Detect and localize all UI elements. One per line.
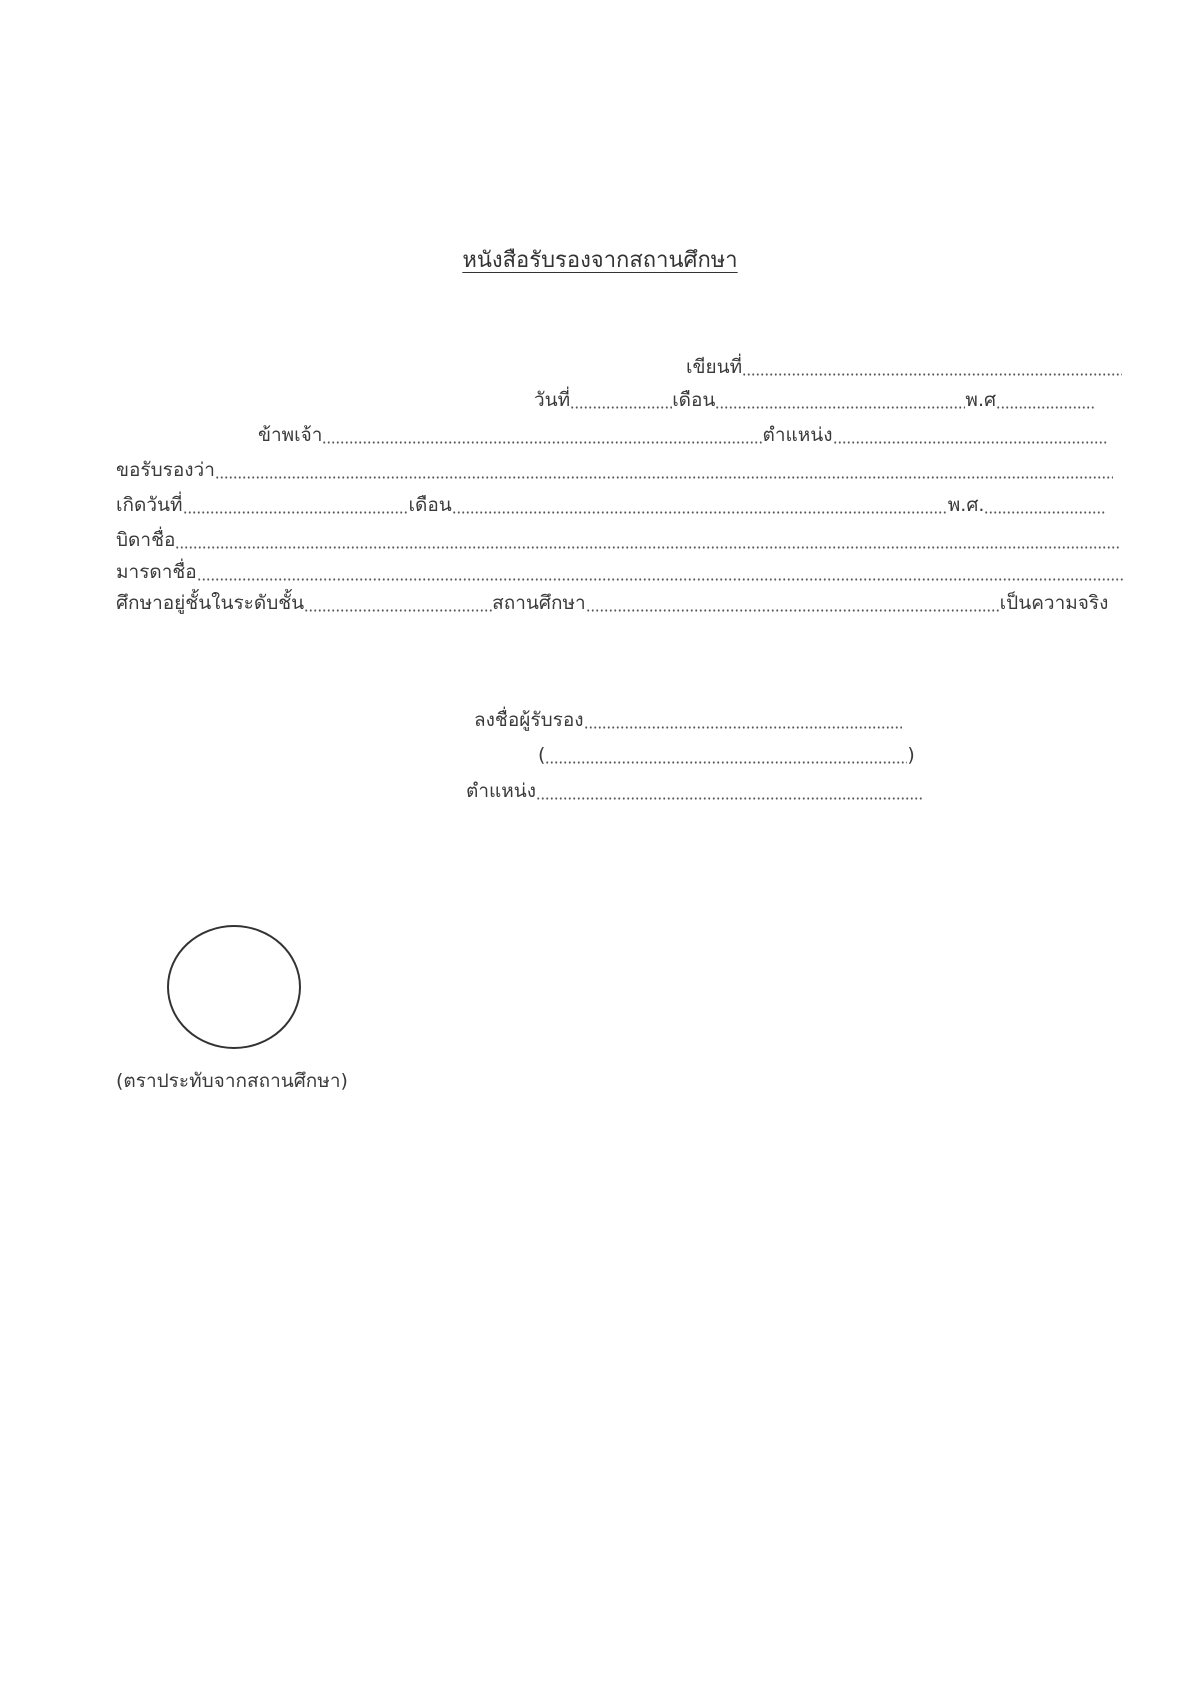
father-line — [116, 525, 1119, 555]
study-line — [116, 588, 1108, 618]
is-true-label: เป็นความจริง — [999, 592, 1109, 614]
date-day-field[interactable] — [570, 391, 672, 409]
paren-open: ( — [538, 744, 546, 766]
written-at-line — [686, 352, 1122, 382]
signer-position-line — [466, 776, 924, 806]
certify-line — [116, 455, 1113, 485]
document-title: หนังสือรับรองจากสถานศึกษา — [462, 248, 738, 273]
signer-name-line — [538, 740, 915, 770]
signature-label: ลงชื่อผู้รับรอง — [474, 709, 584, 731]
date-day-label: วันที่ — [534, 389, 571, 411]
seal-circle — [167, 925, 301, 1049]
declarant-line — [258, 420, 1108, 450]
study-level-label: ศึกษาอยู่ชั้นในระดับชั้น — [116, 592, 305, 614]
signer-position-field[interactable] — [536, 782, 924, 800]
birth-date-line — [116, 490, 1106, 520]
mother-label: มารดาชื่อ — [116, 561, 197, 583]
certify-label: ขอรับรองว่า — [116, 459, 215, 481]
declarant-position-label: ตำแหน่ง — [762, 424, 833, 446]
declarant-position-field[interactable] — [833, 426, 1108, 444]
signer-name-field[interactable] — [545, 746, 907, 764]
signature-line — [474, 705, 902, 735]
signer-position-label: ตำแหน่ง — [466, 780, 537, 802]
birth-month-label: เดือน — [408, 494, 452, 516]
certify-field[interactable] — [215, 461, 1113, 479]
birth-year-label: พ.ศ. — [947, 494, 985, 516]
father-label: บิดาชื่อ — [116, 529, 176, 551]
birth-year-field[interactable] — [984, 496, 1106, 514]
declarant-name-label: ข้าพเจ้า — [258, 424, 323, 446]
written-at-label: เขียนที่ — [686, 356, 743, 378]
birth-day-label: เกิดวันที่ — [116, 494, 183, 516]
seal-caption: (ตราประทับจากสถานศึกษา) — [116, 1070, 348, 1092]
institution-label: สถานศึกษา — [492, 592, 586, 614]
date-year-field[interactable] — [996, 391, 1096, 409]
mother-field[interactable] — [197, 563, 1125, 581]
institution-field[interactable] — [586, 594, 1000, 612]
date-month-field[interactable] — [715, 391, 965, 409]
mother-line — [116, 557, 1125, 587]
birth-month-field[interactable] — [452, 496, 948, 514]
date-line — [534, 385, 1096, 415]
signature-field[interactable] — [584, 711, 902, 729]
birth-day-field[interactable] — [183, 496, 409, 514]
paren-close: ) — [907, 744, 915, 766]
date-year-label: พ.ศ — [965, 389, 997, 411]
date-month-label: เดือน — [672, 389, 716, 411]
written-at-field[interactable] — [742, 358, 1122, 376]
father-field[interactable] — [175, 531, 1119, 549]
declarant-name-field[interactable] — [322, 426, 762, 444]
study-level-field[interactable] — [304, 594, 492, 612]
